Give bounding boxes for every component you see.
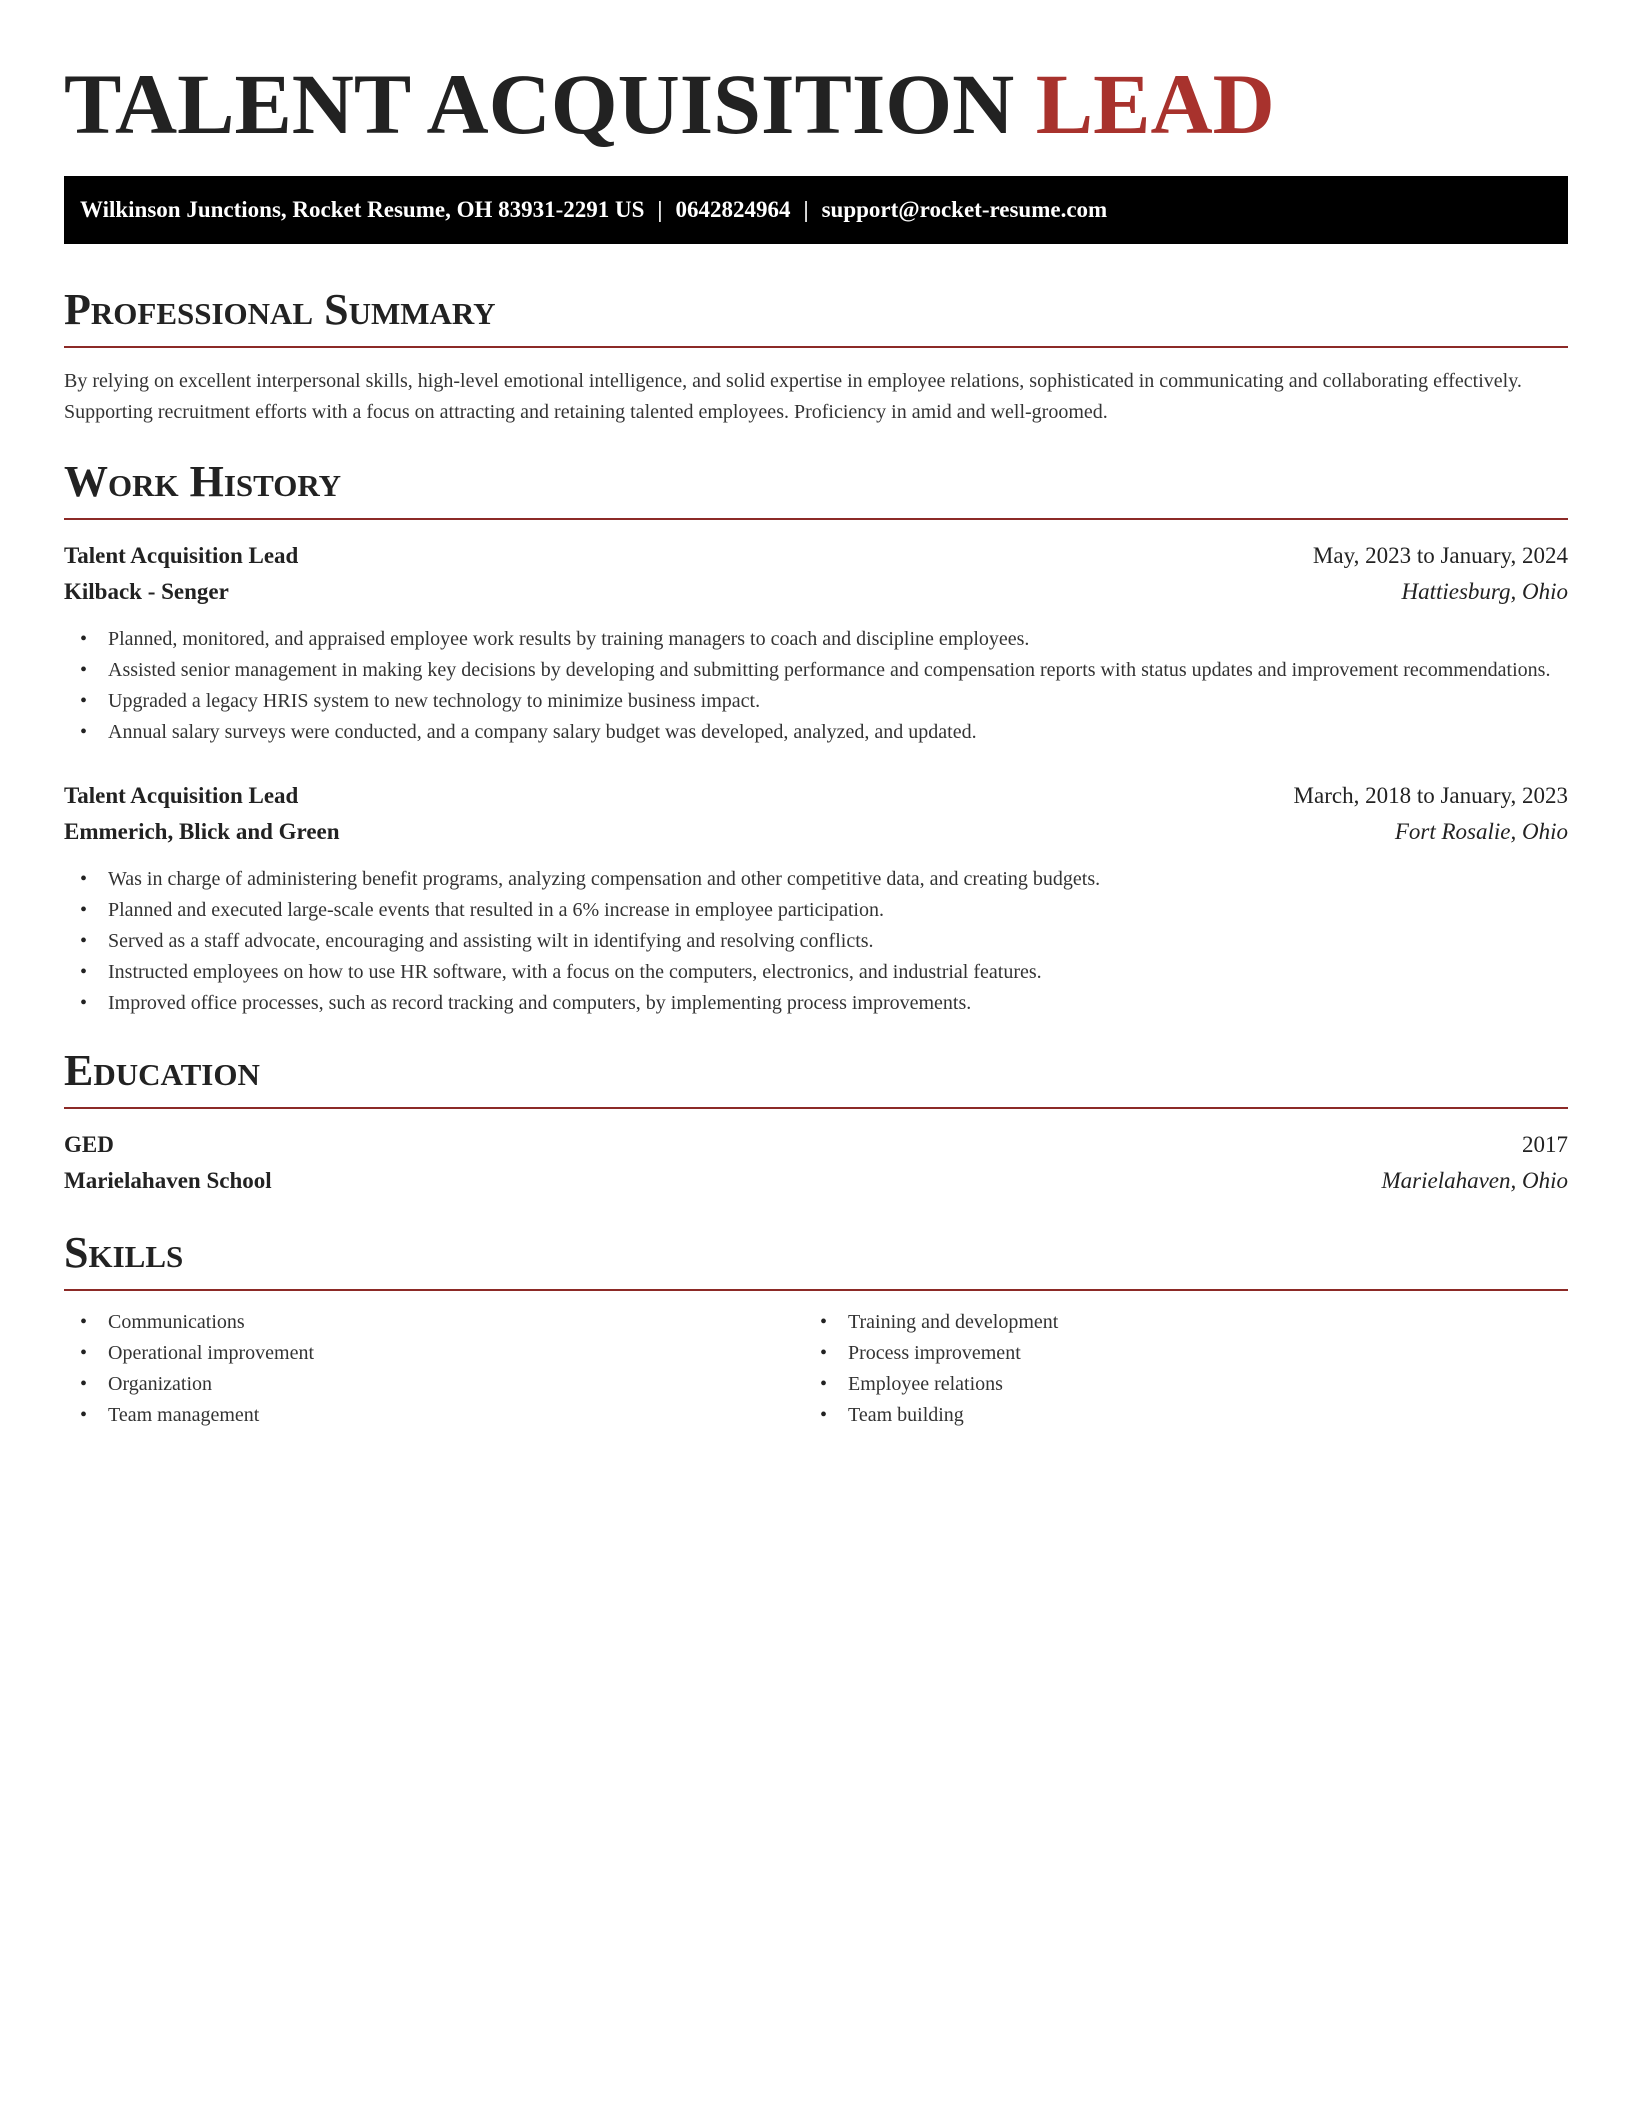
section-divider (64, 346, 1568, 348)
section-divider (64, 1107, 1568, 1109)
education-entry (64, 1127, 1568, 1199)
skill-item: • Communications (64, 1307, 804, 1338)
section-title-skills: Skills (64, 1228, 184, 1277)
contact-separator: | (803, 197, 809, 222)
job-company: Kilback - Senger (64, 579, 229, 604)
resume-page (64, 0, 1568, 1431)
summary-section (64, 284, 1568, 428)
education-degree: GED (64, 1132, 114, 1157)
section-title-summary: Professional Summary (64, 285, 496, 334)
job-location: Fort Rosalie, Ohio (1394, 819, 1568, 844)
job-dates: March, 2018 to January, 2023 (1293, 783, 1568, 808)
skills-section (64, 1227, 1568, 1431)
skill-item: • Employee relations (804, 1369, 1544, 1400)
skills-grid (64, 1307, 1568, 1431)
job-bullet: • Assisted senior management in making key decisions by developing and submitting performance and compensation reports with status updates and improvement recommendations. (64, 655, 1568, 686)
job-bullet: • Planned and executed large-scale events that resulted in a 6% increase in employee participation. (64, 895, 1568, 926)
job-header-row (64, 538, 1568, 574)
job-entry (64, 778, 1568, 1019)
job-bullet: • Instructed employees on how to use HR software, with a focus on the computers, electronics, and industrial features. (64, 957, 1568, 988)
section-divider (64, 1289, 1568, 1291)
title-main: TALENT ACQUISITION (64, 56, 1015, 152)
section-title-education: Education (64, 1046, 260, 1095)
job-bullet: • Upgraded a legacy HRIS system to new technology to minimize business impact. (64, 686, 1568, 717)
contact-address: Wilkinson Junctions, Rocket Resume, OH 83931-2291 US (80, 197, 645, 222)
skill-item: • Team management (64, 1400, 804, 1431)
education-school-row (64, 1163, 1568, 1199)
contact-phone: 0642824964 (675, 197, 791, 222)
contact-email[interactable]: support@rocket-resume.com (821, 197, 1108, 222)
education-degree-row (64, 1127, 1568, 1163)
skill-item: • Training and development (804, 1307, 1544, 1338)
skills-column-left (64, 1307, 804, 1431)
skill-item: • Process improvement (804, 1338, 1544, 1369)
job-title: Talent Acquisition Lead (64, 783, 299, 808)
resume-title (64, 58, 1568, 150)
skills-list-left (64, 1307, 804, 1431)
title-accent: LEAD (1035, 56, 1275, 152)
education-location: Marielahaven, Ohio (1381, 1168, 1568, 1193)
job-header-row (64, 778, 1568, 814)
job-company-row (64, 574, 1568, 610)
job-bullet: • Annual salary surveys were conducted, and a company salary budget was developed, analyzed, and updated. (64, 717, 1568, 748)
job-bullet: • Improved office processes, such as record tracking and computers, by implementing process improvements. (64, 988, 1568, 1019)
work-history-section (64, 456, 1568, 1019)
summary-text: By relying on excellent interpersonal skills, high-level emotional intelligence, and solid expertise in employee relations, sophisticated in communicating and collaborating effectively. Supporting recruitment efforts with a focus on attracting and retaining talented employees. Proficiency in amid and well-groomed. (64, 370, 1522, 423)
job-company-row (64, 814, 1568, 850)
job-bullet: • Planned, monitored, and appraised employee work results by training managers to coach and discipline employees. (64, 624, 1568, 655)
job-bullets (64, 624, 1568, 748)
skill-item: • Team building (804, 1400, 1544, 1431)
job-dates: May, 2023 to January, 2024 (1312, 543, 1568, 568)
section-title-work-history: Work History (64, 457, 342, 506)
skills-column-right (804, 1307, 1544, 1431)
education-school: Marielahaven School (64, 1168, 272, 1193)
job-company: Emmerich, Blick and Green (64, 819, 340, 844)
job-bullet: • Served as a staff advocate, encouraging and assisting wilt in identifying and resolving conflicts. (64, 926, 1568, 957)
education-section (64, 1045, 1568, 1199)
job-location: Hattiesburg, Ohio (1401, 579, 1568, 604)
contact-bar (64, 176, 1568, 244)
skill-item: • Organization (64, 1369, 804, 1400)
section-divider (64, 518, 1568, 520)
education-year: 2017 (1522, 1132, 1568, 1157)
job-bullet: • Was in charge of administering benefit programs, analyzing compensation and other competitive data, and creating budgets. (64, 864, 1568, 895)
contact-separator: | (657, 197, 663, 222)
job-title: Talent Acquisition Lead (64, 543, 299, 568)
job-entry (64, 538, 1568, 748)
skills-list-right (804, 1307, 1544, 1431)
skill-item: • Operational improvement (64, 1338, 804, 1369)
job-bullets (64, 864, 1568, 1019)
